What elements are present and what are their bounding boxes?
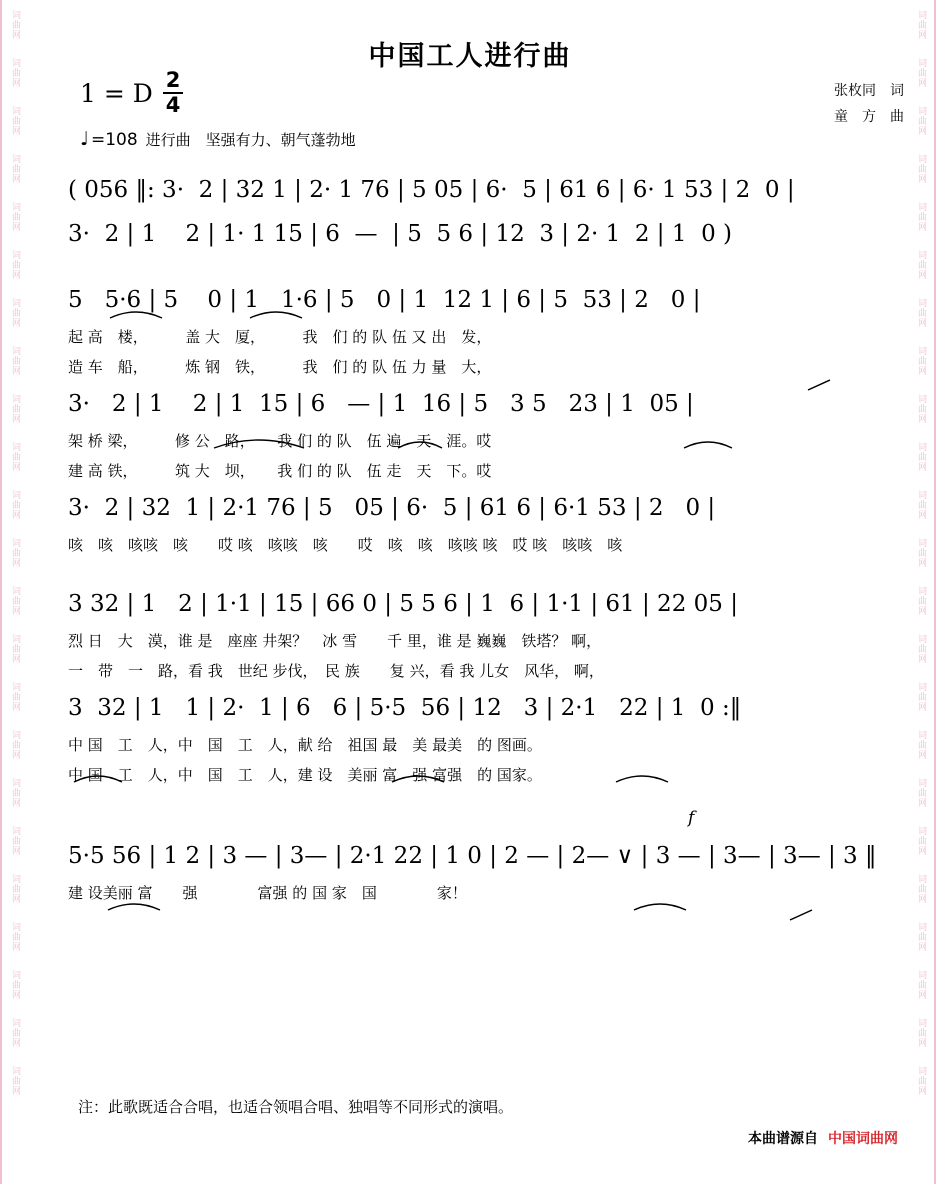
watermark-text: 词曲网 [916,922,926,952]
lyric-line: 一 带 一 路，看 我 世纪 步伐， 民 族 复 兴，看 我 儿女 风华， 啊， [68,662,604,680]
key-signature-block [80,70,183,116]
credits [834,78,904,130]
watermark-text: 词曲网 [916,730,926,760]
source-credit [748,1128,898,1148]
time-signature [163,70,184,116]
footnote: 注：此歌既适合合唱，也适合领唱合唱、独唱等不同形式的演唱。 [78,1098,514,1116]
lyric-line: 架 桥 梁， 修 公 路， 我 们 的 队 伍 遍 天 涯。哎 [68,432,492,450]
notation-line: ( 056 ‖: 3· 2 | 32 1 | 2· 1 76 | 5 05 | 6· 5 | 61 6 | 6· 1 53 | 2 0 | [68,177,795,203]
time-signature-numerator: 2 [163,70,184,94]
watermark-text: 词曲网 [10,634,20,664]
spacer [68,812,908,834]
lyric-line: 中 国 工 人，中 国 工 人，建 设 美丽 富 强 富强 的 国家。 [68,766,542,784]
credit-composer [834,104,904,130]
notation-line: 3 32 | 1 1 | 2· 1 | 6 6 | 5·5 56 | 12 3 | 2·1 22 | 1 0 :‖ [68,695,742,721]
watermark-text: 词曲网 [916,250,926,280]
watermark-text: 词曲网 [916,202,926,232]
tempo-bpm: =108 [90,130,138,150]
watermark-text: 词曲网 [916,970,926,1000]
watermark-text: 词曲网 [916,1066,926,1096]
watermark-text: 词曲网 [10,826,20,856]
tempo-marking [80,128,356,150]
notation-line: 3· 2 | 1 2 | 1 15 | 6 — | 1 16 | 5 3 5 23 | 1 05 | [68,391,694,417]
final-system [68,808,908,908]
watermark-text: 词曲网 [10,394,20,424]
watermark-text: 词曲网 [916,634,926,664]
watermark-text: 词曲网 [10,154,20,184]
notation-line: 5·5 56 | 1 2 | 3 — | 3— | 2·1 22 | 1 0 | 2 — | 2— ∨ | 3 — | 3— | 3— | 3 ‖ [68,843,877,869]
page-title: 中国工人进行曲 [368,41,572,72]
key-signature: 1 = D [80,78,153,108]
lyric-line: 起 高 楼， 盖 大 厦， 我 们 的 队 伍 又 出 发， [68,328,492,346]
watermark-text: 词曲网 [916,10,926,40]
notation-line: 3· 2 | 1 2 | 1· 1 15 | 6 — | 5 5 6 | 12 3 | 2· 1 2 | 1 0 ) [68,221,733,247]
watermark-text: 词曲网 [10,778,20,808]
watermark-text: 词曲网 [10,730,20,760]
watermark-text: 词曲网 [10,58,20,88]
watermark-text: 词曲网 [916,154,926,184]
lyric-line: 咳 咳 咳咳 咳 哎 咳 咳咳 咳 哎 咳 咳 咳咳 咳 哎 咳 咳咳 咳 [68,536,623,554]
spacer [68,560,908,582]
watermark-text: 词曲网 [916,682,926,712]
watermark-text: 词曲网 [10,538,20,568]
lyric-line: 建 高 铁， 筑 大 坝， 我 们 的 队 伍 走 天 下。哎 [68,462,492,480]
watermark-text: 词曲网 [916,1018,926,1048]
lyric-line: 烈 日 大 漠，谁 是 座座 井架？ 冰 雪 千 里，谁 是 巍巍 铁塔？ 啊， [68,632,602,650]
watermark-text: 词曲网 [10,1018,20,1048]
notation-line: 5 5·6 | 5 0 | 1 1·6 | 5 0 | 1 12 1 | 6 | 5 53 | 2 0 | [68,287,701,313]
tempo-description: 进行曲 坚强有力、朝气蓬勃地 [145,131,356,149]
watermark-text: 词曲网 [916,490,926,520]
watermark-text: 词曲网 [916,586,926,616]
credit-lyricist [834,78,904,104]
watermark-text: 词曲网 [10,10,20,40]
spacer [68,256,908,278]
lyric-line: 建 设美丽 富 强 富强 的 国 家 国 家！ [68,884,467,902]
watermark-text: 词曲网 [916,538,926,568]
watermark-text: 词曲网 [10,250,20,280]
watermark-text: 词曲网 [916,442,926,472]
watermark-text: 词曲网 [10,298,20,328]
watermark-text: 词曲网 [10,346,20,376]
watermark-text: 词曲网 [916,874,926,904]
watermark-text: 词曲网 [10,442,20,472]
composer-name: 童 方 [834,109,876,125]
watermark-text: 词曲网 [10,1066,20,1096]
watermark-text: 词曲网 [916,298,926,328]
lyric-line: 中 国 工 人，中 国 工 人，献 给 祖国 最 美 最美 的 图画。 [68,736,542,754]
watermark-column-left [4,0,26,1184]
watermark-text: 词曲网 [916,58,926,88]
music-staff [68,168,908,908]
watermark-text: 词曲网 [10,490,20,520]
dynamic-forte: f [688,808,695,828]
watermark-text: 词曲网 [916,826,926,856]
source-label: 本曲谱源自 [748,1131,818,1147]
watermark-text: 词曲网 [10,922,20,952]
watermark-text: 词曲网 [916,394,926,424]
lyricist-role: 词 [890,83,904,99]
watermark-text: 词曲网 [10,586,20,616]
lyric-line: 造 车 船， 炼 钢 铁， 我 们 的 队 伍 力 量 大， [68,358,492,376]
watermark-text: 词曲网 [916,106,926,136]
notation-line: 3· 2 | 32 1 | 2·1 76 | 5 05 | 6· 5 | 61 6 | 6·1 53 | 2 0 | [68,495,716,521]
score-content [28,0,912,1184]
lyricist-name: 张枚同 [834,83,876,99]
watermark-column-right [910,0,932,1184]
watermark-text: 词曲网 [10,106,20,136]
watermark-text: 词曲网 [916,346,926,376]
watermark-text: 词曲网 [10,874,20,904]
source-site-link[interactable]: 中国词曲网 [828,1131,898,1147]
watermark-text: 词曲网 [10,970,20,1000]
notation-line: 3 32 | 1 2 | 1·1 | 15 | 66 0 | 5 5 6 | 1 6 | 1·1 | 61 | 22 05 | [68,591,738,617]
watermark-text: 词曲网 [10,682,20,712]
watermark-text: 词曲网 [10,202,20,232]
composer-role: 曲 [890,109,904,125]
quarter-note-icon: ♩ [80,128,89,150]
time-signature-denominator: 4 [165,93,181,117]
spacer [68,790,908,812]
watermark-text: 词曲网 [916,778,926,808]
